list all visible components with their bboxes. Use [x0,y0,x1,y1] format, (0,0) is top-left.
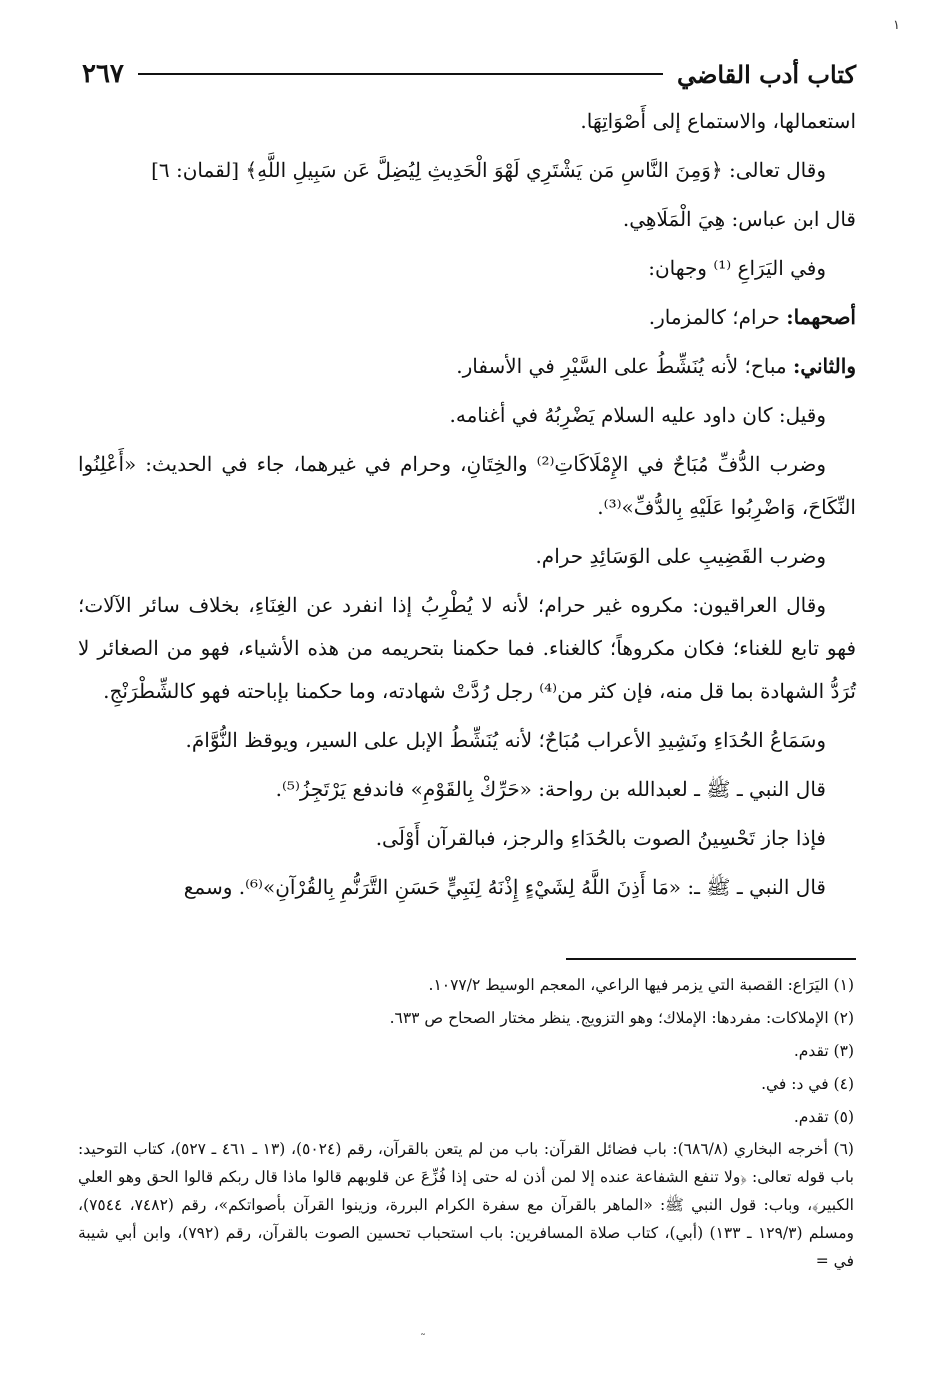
footnote-separator [566,958,856,960]
page-number: ٢٦٧ [82,59,124,89]
footnote: (٢) الإملاكات: مفردها: الإملاك؛ وهو التزويج. ينظر مختار الصحاح ص ٦٣٣. [389,1009,854,1027]
bold-lead: أصحهما: [786,305,856,329]
paragraph: وسَمَاعُ الحُدَاءِ ونَشِيدِ الأعراب مُبَاحٌ؛ لأنه يُنَشِّطُ الإبل على السير، ويوقظ النُّوَّامَ. [185,728,826,752]
paragraph: فإذا جاز تَحْسِينُ الصوت بالحُدَاءِ والرجز، فبالقرآن أَوْلَى. [375,826,826,850]
bold-lead: والثاني: [792,354,856,378]
paragraph: وضرب الدُّفِّ مُبَاحٌ في الإِمْلَاكَاتِ⁽²⁾ والخِتَانِ، وحرام في غيرهما، جاء في الحديث: «أَعْلِنُوا النِّكَاحَ، وَاضْرِبُوا عَلَيْهِ بِالدُّفِّ»⁽³⁾. [78,452,856,519]
footnote: (٣) تقدم. [793,1042,854,1060]
footnote: (١) اليَرَاع: القصبة التي يزمر فيها الراعي، المعجم الوسيط ١٠٧٧/٢. [428,976,854,994]
paragraph [78,345,856,388]
corner-mark: ١ [893,18,900,33]
main-text [78,100,856,915]
scan-mark: ˜ [420,1332,426,1346]
running-title: كتاب أدب القاضي [676,59,856,89]
paragraph: قال النبي ـ ﷺ ـ لعبدالله بن رواحة: «حَرِّكْ بِالقَوْمِ» فاندفع يَرْتَجِزُ⁽⁵⁾. [275,777,826,801]
paragraph-text: حرام؛ كالمزمار. [648,305,787,329]
paragraph: وقال العراقيون: مكروه غير حرام؛ لأنه لا يُطْرِبُ إذا انفرد عن الغِنَاءِ، بخلاف سائر الآلات؛ فهو تابع للغناء؛ فكان مكروهاً؛ كالغناء. فما حكمنا بتحريمه من هذه الأشياء، فهو من الصغائر لا تُرَدُّ الشهادة بما قل منه، فإن كثر من⁽⁴⁾ رجل رُدَّتْ شهادته، وما حكمنا بإباحته فهو كالشِّطْرَنْجِ. [78,593,856,703]
paragraph: قال النبي ـ ﷺ ـ: «مَا أَذِنَ اللَّهُ لِشَيْءٍ إِذْنَهُ لِنَبِيٍّ حَسَنِ التَّرَنُّمِ بِالقُرْآنِ»⁽⁶⁾. وسمع [183,875,826,899]
paragraph [78,296,856,339]
paragraph: وقال تعالى: ﴿وَمِنَ النَّاسِ مَن يَشْتَرِي لَهْوَ الْحَدِيثِ لِيُضِلَّ عَن سَبِيلِ اللَّهِ﴾ [لقمان: ٦] [151,158,826,182]
paragraph: وقيل: كان داود عليه السلام يَضْرِبُهُ في أغنامه. [449,403,826,427]
footnotes [78,970,854,1278]
paragraph: قال ابن عباس: هِيَ الْمَلَاهِي. [622,207,856,231]
paragraph: استعمالها، والاستماع إلى أَصْوَاتِهَا. [580,109,856,133]
header-rule [138,73,663,75]
page-header [82,52,856,96]
paragraph: وضرب القَضِيبِ على الوَسَائِدِ حرام. [535,544,826,568]
footnote: (٦) أخرجه البخاري (٦٨٦/٨): باب فضائل القرآن: باب من لم يتعن بالقرآن، رقم (٥٠٢٤)، (١٣ ـ ٤٦١ ـ ٥٢٧)، كتاب التوحيد: باب قوله تعالى: ﴿ولا تنفع الشفاعة عنده إلا لمن أذن له حتى إذا فُزِّعَ عن قلوبهم قالوا ماذا قال ربكم قالوا الحق وهو العلي الكبير﴾، وباب: قول النبي ﷺ: «الماهر بالقرآن مع سفرة الكرام البررة، وزينوا القرآن بأصواتكم»، رقم (٧٤٨٢، ٧٥٤٤)، ومسلم (١٢٩/٣ ـ ١٣٣) (أبي)، كتاب صلاة المسافرين: باب استحباب تحسين الصوت بالقرآن، رقم (٧٩٢)، وابن أبي شيبة في = [78,1140,854,1270]
paragraph: وفي اليَرَاعِ ⁽¹⁾ وجهان: [648,256,826,280]
paragraph-text: مباح؛ لأنه يُنَشِّطُ على السَّيْرِ في الأسفار. [456,354,793,378]
footnote: (٤) في د: في. [761,1075,854,1093]
footnote: (٥) تقدم. [793,1108,854,1126]
